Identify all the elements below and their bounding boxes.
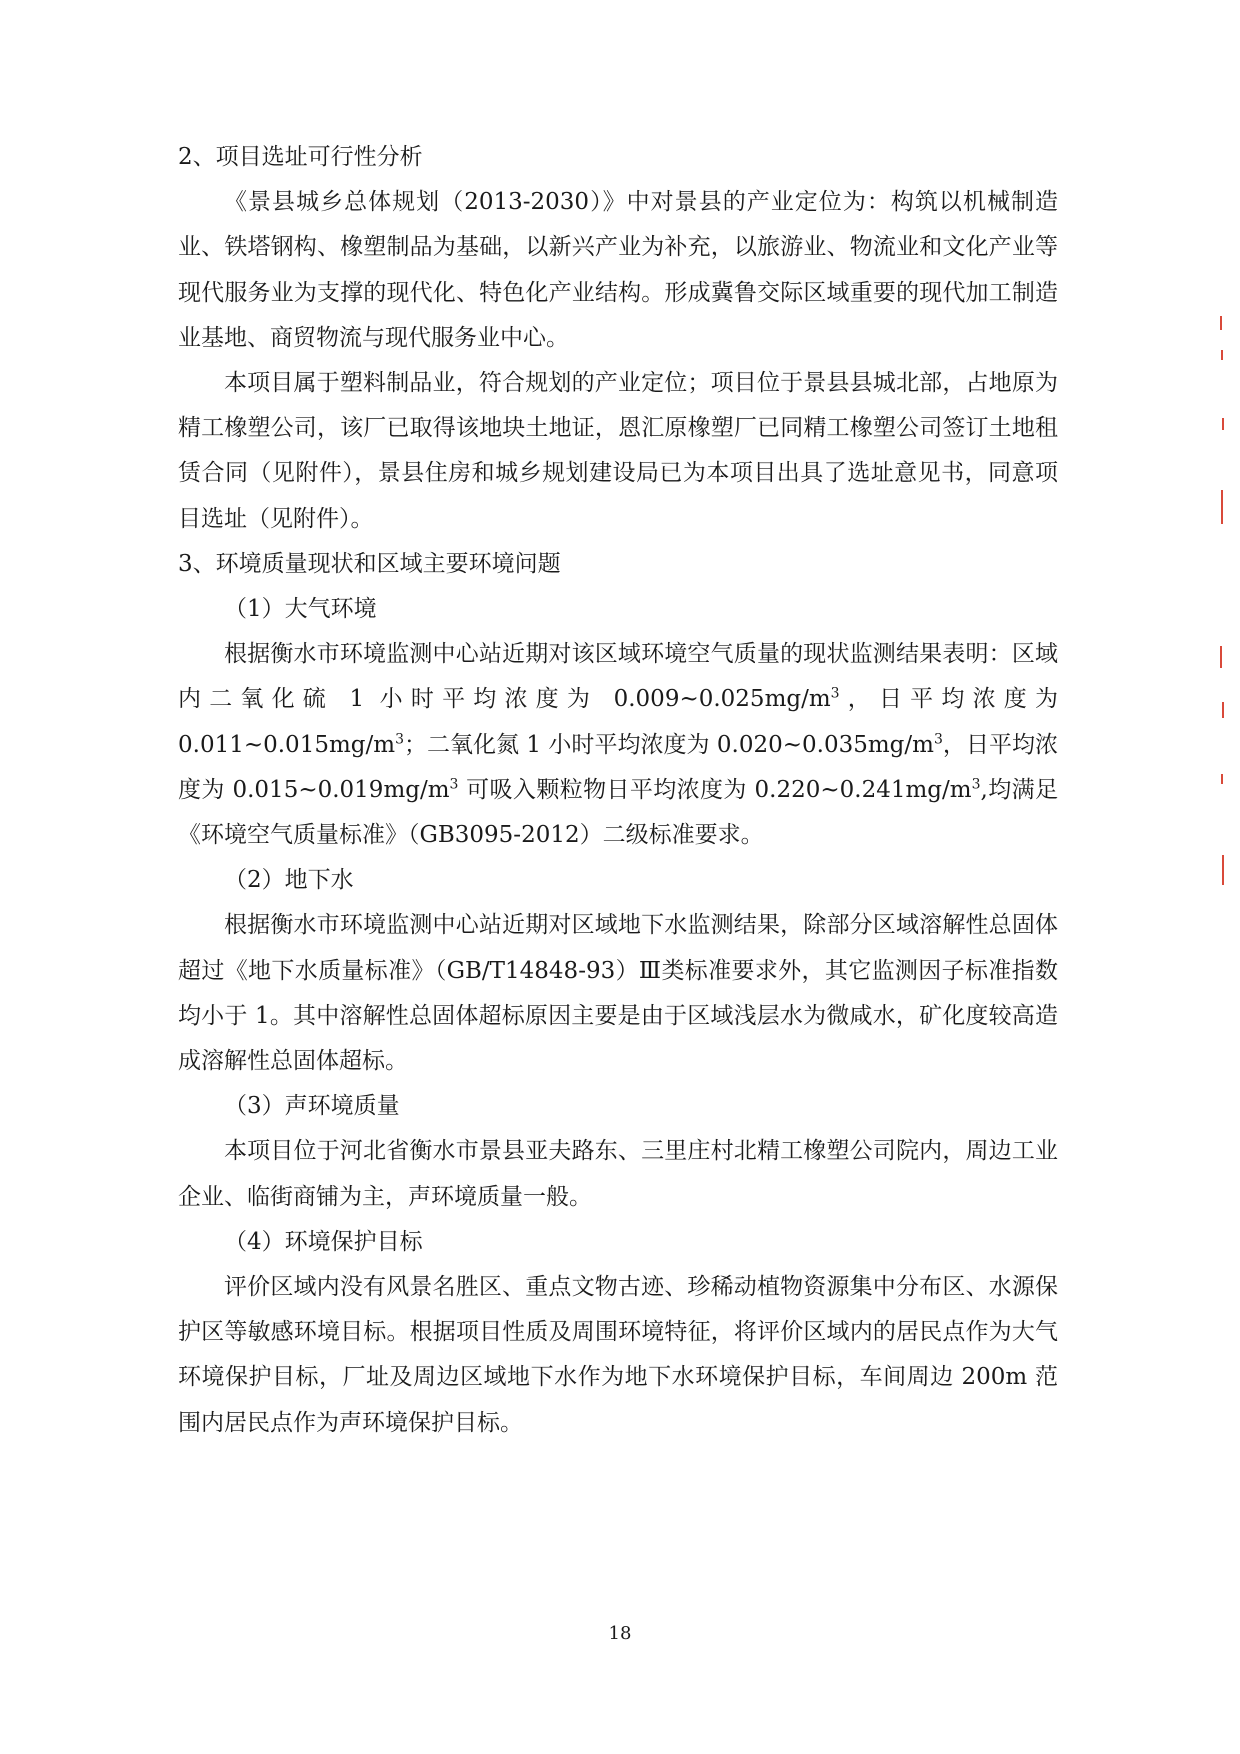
superscript: 3 (933, 730, 943, 747)
subsection-title-protection-targets: （4）环境保护目标 (224, 1228, 423, 1255)
air-text-3: ；二氧化氮 1 小时平均浓度为 0.020~0.035mg/m (403, 731, 934, 758)
air-text-4: ，日平均浓度为 0.015~0.019mg/m (178, 731, 1059, 803)
section-heading-environment-quality: 3、环境质量现状和区域主要环境问题 (178, 550, 561, 577)
superscript: 3 (395, 730, 404, 747)
paragraph-groundwater: 根据衡水市环境监测中心站近期对区域地下水监测结果，除部分区域溶解性总固体超过《地下水质量标准》（GB/T14848-93）Ⅲ类标准要求外，其它监测因子标准指数均小于 1。其中溶解性总固体超标原因主要是由于区域浅层水为微咸水，矿化度较高造成溶解性总固体超标。 (178, 912, 1058, 1075)
edge-seal-mark (1221, 350, 1223, 360)
paragraph-protection-targets: 评价区域内没有风景名胜区、重点文物古迹、珍稀动植物资源集中分布区、水源保护区等敏感环境目标。根据项目性质及周围环境特征，将评价区域内的居民点作为大气环境保护目标，厂址及周边区域地下水作为地下水环境保护目标，车间周边 200m 范围内居民点作为声环境保护目标。 (178, 1274, 1058, 1436)
paragraph-air-quality (178, 632, 1058, 858)
page-number: 18 (608, 1623, 632, 1644)
superscript: 3 (449, 776, 459, 793)
edge-seal-mark (1220, 316, 1222, 330)
subsection-title-air: （1）大气环境 (224, 596, 377, 623)
edge-seal-mark (1222, 702, 1224, 718)
subsection-title-noise: （3）声环境质量 (224, 1093, 400, 1120)
edge-seal-mark (1221, 774, 1223, 784)
paragraph-county-plan: 《景县城乡总体规划（2013-2030）》中对景县的产业定位为：构筑以机械制造业、铁塔钢构、橡塑制品为基础，以新兴产业为补充，以旅游业、物流业和文化产业等现代服务业为支撑的现代化、特色化产业结构。形成冀鲁交际区域重要的现代加工制造业基地、商贸物流与现代服务业中心。 (178, 189, 1058, 351)
superscript: 3 (830, 685, 840, 702)
paragraph-project-site: 本项目属于塑料制品业，符合规划的产业定位；项目位于景县县城北部，占地原为精工橡塑公司，该厂已取得该地块土地证，恩汇原橡塑厂已同精工橡塑公司签订土地租赁合同（见附件），景县住房和城乡规划建设局已为本项目出具了选址意见书，同意项目选址（见附件）。 (178, 370, 1058, 532)
paragraph-noise: 本项目位于河北省衡水市景县亚夫路东、三里庄村北精工橡塑公司院内，周边工业企业、临街商铺为主，声环境质量一般。 (178, 1138, 1058, 1210)
subsection-title-groundwater: （2）地下水 (224, 867, 354, 894)
section-heading-site-feasibility: 2、项目选址可行性分析 (178, 144, 423, 170)
body-text (178, 135, 1058, 1446)
superscript: 3 (971, 776, 981, 793)
edge-seal-mark (1221, 490, 1223, 524)
edge-seal-mark (1220, 646, 1222, 668)
edge-seal-mark (1222, 855, 1224, 885)
air-text-5: 可吸入颗粒物日平均浓度为 0.220~0.241mg/m (458, 776, 972, 803)
edge-seal-mark (1222, 418, 1224, 430)
air-text-1: 根据衡水市环境监测中心站近期对该区域环境空气质量的现状监测结果表明：区域内二氧化硫 1 小时平均浓度为 0.009~0.025mg/m (178, 641, 1058, 713)
air-text-2: ，日平均浓度为 0.011~0.015mg/m (178, 686, 1058, 758)
air-text-6: ,均满足《环境空气质量标准》（GB3095-2012）二级标准要求。 (178, 776, 1058, 849)
